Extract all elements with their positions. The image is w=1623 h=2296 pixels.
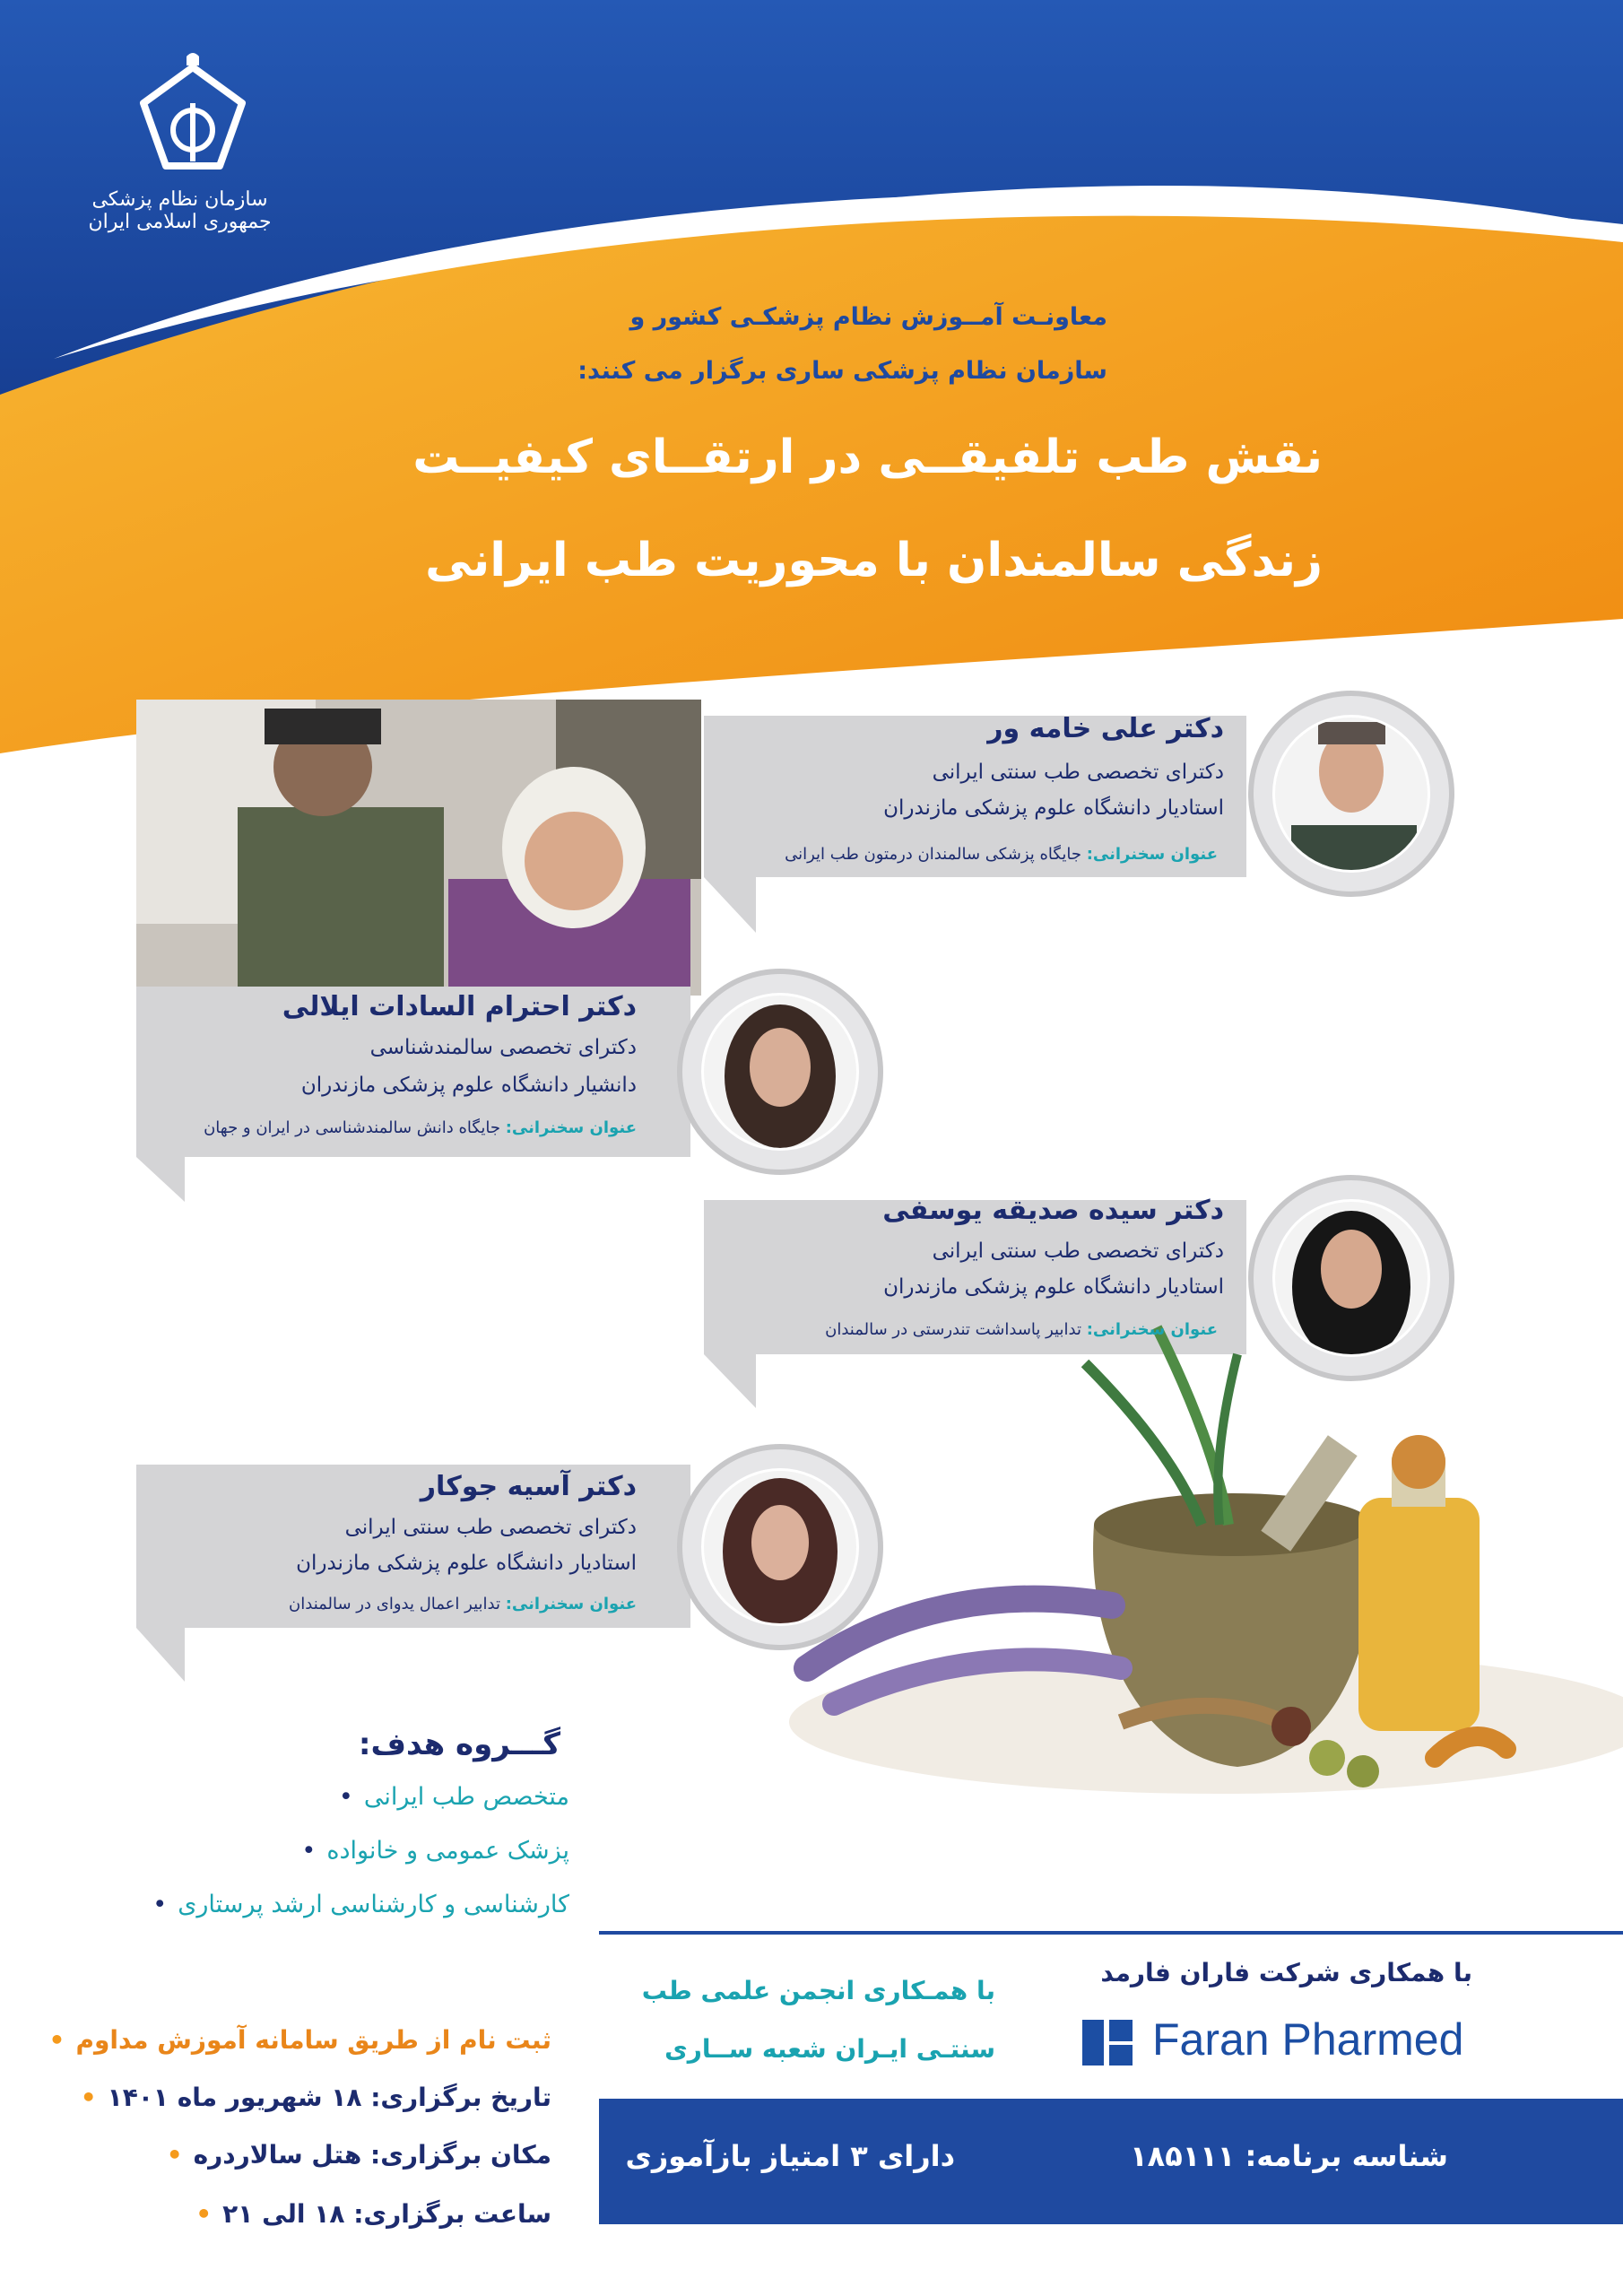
topic-text: جایگاه دانش سالمندشناسی در ایران و جهان (204, 1118, 500, 1137)
intro-line-1: معاونـت آمــوزش نظام پزشکـی کشور و (629, 303, 1107, 331)
topic-label: عنوان سخنرانی: (1086, 1320, 1218, 1339)
intro-line-2: سازمان نظام پزشکی ساری برگزار می کنند: (577, 357, 1107, 385)
topic-text: جایگاه پزشکی سالمندان درمتون طب ایرانی (785, 845, 1081, 864)
speaker-topic (785, 845, 1218, 864)
speaker-degree: دکترای تخصصی طب سنتی ایرانی (932, 1239, 1224, 1263)
elderly-couple-photo (136, 700, 701, 996)
speaker-name: دکتر سیده صدیقه یوسفی (882, 1195, 1224, 1226)
speaker-affiliation: استادیار دانشگاه علوم پزشکی مازندران (883, 1275, 1224, 1299)
target-group-item: کارشناسی و کارشناسی ارشد پرستاری • (152, 1891, 569, 1918)
speaker-name: دکتر آسیه جوکار (420, 1471, 637, 1502)
speaker-topic (825, 1320, 1218, 1339)
credit-points: دارای ۳ امتیاز بازآموزی (625, 2139, 955, 2173)
speaker-topic (204, 1118, 637, 1137)
speaker-degree: دکترای تخصصی طب سنتی ایرانی (932, 761, 1224, 784)
event-place: مکان برگزاری: هتل سالاردره • (167, 2140, 551, 2170)
registration-info: ثبت نام از طریق سامانه آموزش مداوم • (49, 2025, 551, 2055)
speaker-affiliation: استادیار دانشگاه علوم پزشکی مازندران (296, 1552, 637, 1575)
speaker-topic (289, 1595, 637, 1613)
speaker-2-portrait (680, 971, 881, 1172)
speaker-box-1 (704, 716, 1246, 933)
speaker-affiliation: استادیار دانشگاه علوم پزشکی مازندران (883, 796, 1224, 820)
faran-pharmed-text: Faran Pharmed (1152, 2014, 1464, 2065)
medical-council-logo (117, 49, 269, 184)
event-title-line-1: نقش طب تلفیقــی در ارتقــای کیفیــت (412, 430, 1323, 484)
topic-text: تدابیر پاسداشت تندرستی در سالمندان (825, 1320, 1081, 1339)
speaker-4-portrait (680, 1447, 881, 1648)
speaker-1-portrait (1251, 693, 1452, 894)
speaker-name: دکتر علی خامه ور (987, 713, 1224, 744)
association-line-2: سنتـی ایـران شعبه ســاری (664, 2034, 995, 2064)
speaker-box-3 (704, 1200, 1246, 1408)
event-title-line-2: زندگی سالمندان با محوریت طب ایرانی (425, 534, 1323, 587)
speaker-affiliation: دانشیار دانشگاه علوم پزشکی مازندران (300, 1074, 637, 1097)
herbs-mortar-illustration (789, 1327, 1623, 1794)
faran-pharmed-logo (1081, 2018, 1134, 2067)
speaker-degree: دکترای تخصصی طب سنتی ایرانی (344, 1516, 637, 1539)
event-date: تاریخ برگزاری: ۱۸ شهریور ماه ۱۴۰۱ • (81, 2083, 551, 2112)
company-sponsor-label: با همکاری شرکت فاران فارمد (1100, 1958, 1472, 1987)
topic-label: عنوان سخنرانی: (1086, 845, 1218, 864)
association-line-1: با همـکاری انجمن علمی طب (641, 1976, 995, 2005)
target-group-item: پزشک عمومی و خانواده • (301, 1837, 569, 1865)
faran-logo-icon (1081, 2018, 1134, 2067)
program-id: شناسه برنامه: ۱۸۵۱۱۱ (1130, 2139, 1448, 2173)
org-name: سازمان نظام پزشکی جمهوری اسلامی ایران (88, 188, 272, 233)
topic-text: تدابیر اعمال یدوای در سالمندان (289, 1595, 500, 1613)
topic-label: عنوان سخنرانی: (505, 1118, 637, 1137)
speaker-3-portrait (1251, 1178, 1452, 1378)
target-group-item: متخصص طب ایرانی • (339, 1783, 569, 1811)
speaker-degree: دکترای تخصصی سالمندشناسی (369, 1036, 637, 1059)
speaker-name: دکتر احترام السادات ایلالی (282, 991, 637, 1022)
topic-label: عنوان سخنرانی: (505, 1595, 637, 1613)
caduceus-emblem-icon (117, 49, 269, 184)
target-group-title: گـــروه هدف: (358, 1726, 560, 1762)
event-time: ساعت برگزاری: ۱۸ الی ۲۱ • (195, 2199, 551, 2229)
